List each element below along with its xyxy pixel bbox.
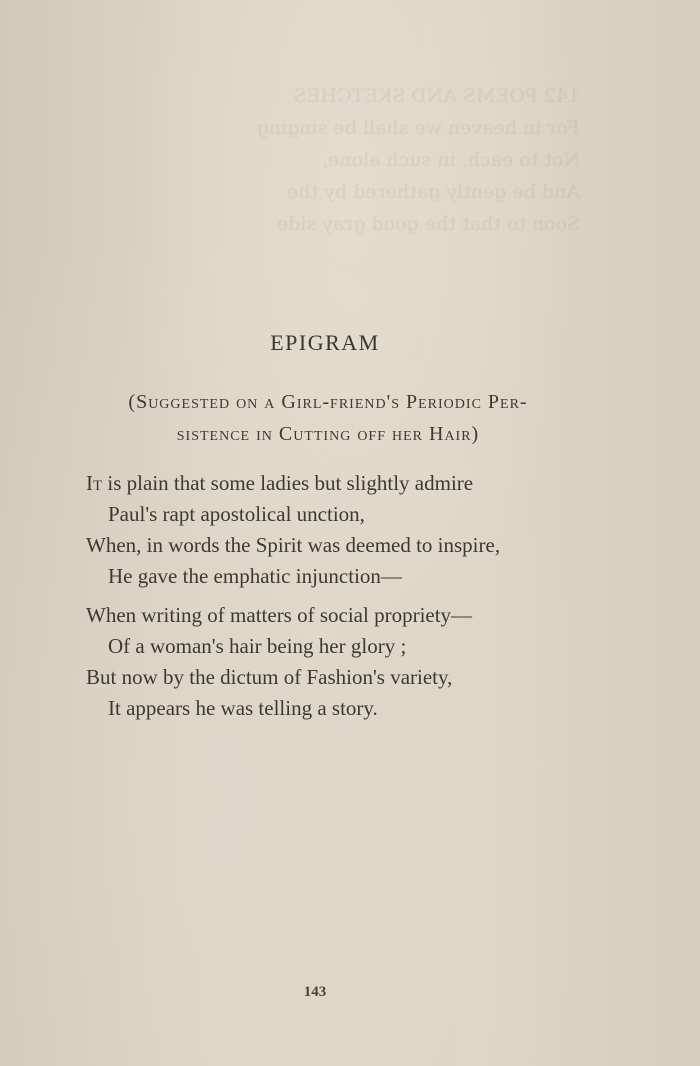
subtitle-line: sistence in Cutting off her Hair) xyxy=(176,423,480,445)
show-through-line: For in heaven we shall be singing xyxy=(256,117,580,139)
verse-line-text: is plain that some ladies but slightly admire xyxy=(102,471,474,495)
show-through-line: And be gently gathered by the xyxy=(287,181,580,203)
subtitle-line: (Suggested on a Girl-friend's Periodic Per- xyxy=(128,391,528,413)
page-number: 143 xyxy=(303,984,327,1000)
verse-line: He gave the emphatic injunction— xyxy=(108,564,402,588)
stanza-1 xyxy=(86,468,606,592)
verse-line: It appears he was telling a story. xyxy=(108,696,378,720)
stanza-2 xyxy=(86,600,606,724)
verse-line: When, in words the Spirit was deemed to inspire, xyxy=(86,533,501,557)
verse-line: Paul's rapt apostolical unction, xyxy=(108,502,365,526)
verse-line: When writing of matters of social propriety— xyxy=(86,603,473,627)
verse-line: Of a woman's hair being her glory ; xyxy=(108,634,407,658)
show-through-line: Soon to that the good gray side xyxy=(276,213,580,235)
verse-line xyxy=(86,468,606,499)
verse-lead-word: It xyxy=(86,471,103,495)
verse-line: But now by the dictum of Fashion's variety, xyxy=(86,665,453,689)
show-through-header: 142 POEMS AND SKETCHES xyxy=(293,85,580,107)
show-through-line: Not to each, in such alone, xyxy=(321,149,580,171)
poem-subtitle xyxy=(58,386,598,450)
poem-title: EPIGRAM xyxy=(270,330,380,355)
